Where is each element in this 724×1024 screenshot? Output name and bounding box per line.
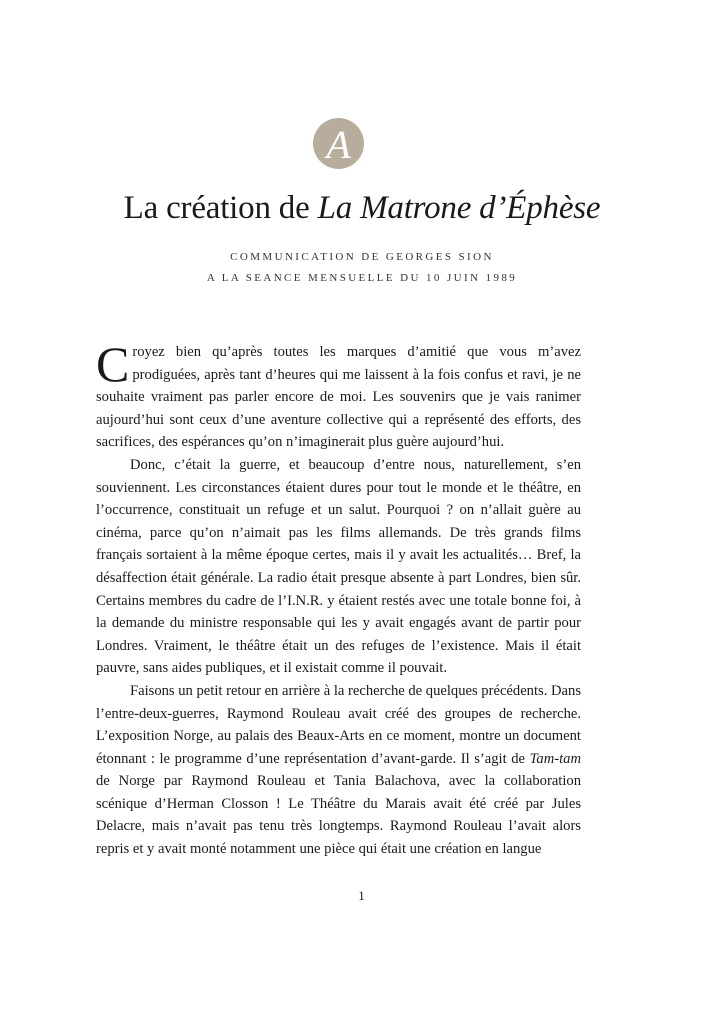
subtitle-seance: A LA SEANCE MENSUELLE DU 10 JUIN 1989: [206, 272, 518, 284]
paragraph-3-text-a: Faisons un petit retour en arrière à la recherche de quelques précédents. Dans l’entre-deux-guerres, Raymond Rouleau avait créé des groupes de recherche. L’exposition Norge, au palais des Beaux-Arts en ce moment, montre un document étonnant : le programme d’une représentation d’avant-garde. Il s’agit de: [96, 682, 581, 767]
academy-logo: [313, 118, 364, 169]
title-plain: La création de: [123, 190, 318, 226]
paragraph-1: [96, 336, 581, 454]
logo-letter: A: [326, 121, 351, 167]
paragraph-2: Donc, c’était la guerre, et beaucoup d’entre nous, naturellement, s’en souviennent. Les circonstances étaient dures pour tout le monde et le théâtre, en l’occurrence, constituait un refuge et un salut. Pourquoi ? on n’allait guère au cinéma, parce qu’on n’aimait pas les films allemands. De très grands films français sortaient à la même époque certes, mais il y avait les actualités… Bref, la désaffection était générale. La radio était presque absente à part Londres, bien sûr. Certains membres du cadre de l’I.N.R. y étaient restés avec une totale bonne foi, à la demande du ministre responsable qui les y avait engagés avant de partir pour Londres. Vraiment, le théâtre était un des refuges de l’existence. Mais il était pauvre, sans aides publiques, et il existait comme il pouvait.: [96, 456, 581, 677]
body-text: [96, 336, 581, 861]
paragraph-3: [96, 680, 581, 861]
title-italic: La Matrone d’Éphèse: [317, 190, 601, 226]
paragraph-3-italic: Tam-tam: [529, 750, 581, 767]
paragraph-1-text: royez bien qu’après toutes les marques d’amitié que vous m’avez prodiguées, après tant d’heures qui me laissent à la fois confus et ravi, je ne souhaite vraiment pas parler encore de moi. Les souvenirs que je vais ranimer aujourd’hui sont ceux d’une aventure collective qui a représenté des efforts, des sacrifices, des espérances qu’on n’imaginerait plus guère aujourd’hui.: [96, 344, 581, 451]
subtitle-communication: COMMUNICATION DE GEORGES SION: [230, 251, 494, 263]
paragraph-3-text-b: de Norge par Raymond Rouleau et Tania Balachova, avec la collaboration scénique d’Herman Closson ! Le Théâtre du Marais avait été créé par Jules Delacre, mais n’avait pas tenu très longtemps. Raymond Rouleau l’avait alors repris et y avait monté notamment une pièce qui était une création en langue: [96, 773, 581, 858]
drop-cap: C: [96, 336, 130, 392]
page-number: 1: [358, 888, 366, 903]
page-title: [0, 190, 724, 227]
